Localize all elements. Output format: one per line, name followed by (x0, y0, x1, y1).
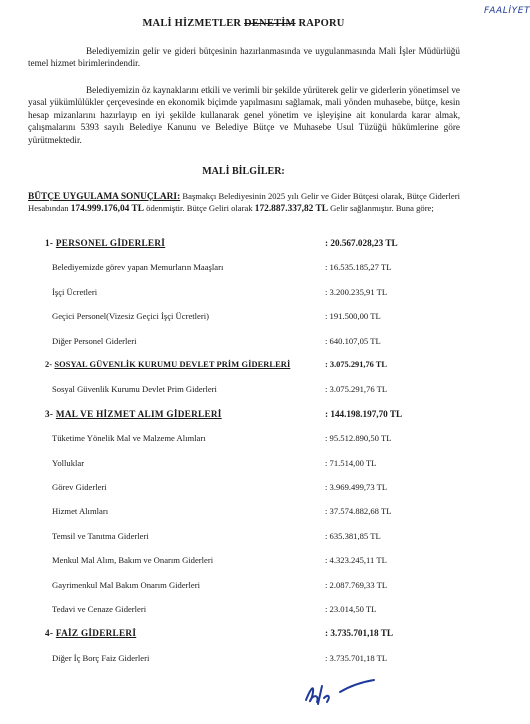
section-number: 2- (45, 360, 53, 369)
section-number: 4- (45, 628, 54, 639)
expense-row (0, 653, 487, 667)
section-title: MALİ BİLGİLER: (202, 166, 285, 177)
budget-summary (28, 191, 460, 214)
section-title-text: MAL VE HİZMET ALIM GİDERLERİ (55, 408, 222, 419)
expense-label: Temsil ve Tanıtma Giderleri (52, 530, 149, 541)
title-prefix: MALİ HİZMETLER (142, 18, 245, 29)
expense-label: Sosyal Güvenlik Kurumu Devlet Prim Giderleri (52, 384, 217, 395)
expense-label: İşçi Ücretleri (52, 286, 98, 297)
expense-row (0, 531, 487, 545)
expense-row (0, 287, 487, 301)
budget-text-3: Gelir sağlanmıştır. Buna göre; (328, 202, 434, 213)
handwritten-correction: FAALİYET (484, 6, 530, 16)
expense-amount: : 191.500,00 TL (325, 311, 381, 322)
expense-row (0, 433, 487, 447)
signature-mark (300, 672, 390, 712)
section-row (0, 409, 487, 423)
expense-label: Geçici Personel(Vizesiz Geçici İşçi Ücretleri) (52, 311, 209, 322)
section-amount: : 3.735.701,18 TL (325, 628, 393, 639)
section-title-text: FAİZ GİDERLERİ (55, 628, 137, 639)
expense-row (0, 482, 487, 496)
expense-row (0, 555, 487, 569)
expense-row (0, 604, 487, 618)
expense-amount: : 71.514,00 TL (325, 457, 377, 468)
budget-label: BÜTÇE UYGULAMA SONUÇLARI: (28, 192, 181, 202)
budget-text-2: ödenmiştir. Bütçe Geliri olarak (144, 202, 255, 213)
expense-row (0, 262, 487, 276)
expense-amount: : 3.735.701,18 TL (325, 652, 388, 663)
expense-label: Görev Giderleri (52, 482, 107, 492)
expense-row (0, 311, 487, 325)
signature-stroke (306, 680, 374, 704)
expense-label: Yolluklar (52, 457, 85, 468)
expense-amount: : 3.969.499,73 TL (325, 482, 388, 492)
expense-row (0, 458, 487, 472)
budget-expense-total: 174.999.176,04 TL (70, 203, 144, 214)
section-label (45, 238, 165, 248)
expense-amount: : 37.574.882,68 TL (325, 506, 392, 517)
expense-label: Diğer İç Borç Faiz Giderleri (52, 652, 150, 663)
expense-amount: : 2.087.769,33 TL (325, 579, 388, 590)
section-number: 3- (45, 408, 54, 419)
expense-label: Tüketime Yönelik Mal ve Malzeme Alımları (52, 433, 206, 444)
expense-label: Belediyemizde görev yapan Memurların Maaşları (52, 262, 224, 273)
expense-amount: : 23.014,50 TL (325, 604, 377, 614)
expense-amount: : 95.512.890,50 TL (325, 433, 392, 444)
expense-amount: : 3.075.291,76 TL (325, 384, 388, 395)
intro-paragraph-1: Belediyemizin gelir ve gideri bütçesinin hazırlanmasında ve uygulanmasında Mali İşler Müdürlüğü temel hizmet birimlerindendir. (28, 46, 460, 69)
budget-text-1: Başmakçı Belediyesinin 2025 yılı Gelir ve Gider Bütçesi olarak, Bütçe Giderleri Hesabından (28, 191, 460, 213)
section-number: 1- (45, 238, 54, 248)
expense-row (0, 336, 487, 350)
expense-row (0, 384, 487, 398)
section-amount: : 20.567.028,23 TL (325, 238, 398, 248)
expense-label: Hizmet Alımları (52, 506, 109, 517)
expense-row (0, 506, 487, 520)
section-amount: : 3.075.291,76 TL (325, 360, 387, 369)
title-suffix: RAPORU (295, 18, 345, 29)
expense-label: Menkul Mal Alım, Bakım ve Onarım Giderleri (52, 555, 214, 566)
section-title-text: SOSYAL GÜVENLİK KURUMU DEVLET PRİM GİDERLERİ (54, 360, 291, 369)
section-title-text: PERSONEL GİDERLERİ (55, 238, 166, 248)
budget-income-total: 172.887.337,82 TL (254, 203, 329, 214)
section-label (45, 360, 290, 369)
section-amount: : 144.198.197,70 TL (325, 408, 403, 419)
expense-label: Gayrimenkul Mal Bakım Onarım Giderleri (52, 579, 200, 590)
expense-amount: : 16.535.185,27 TL (325, 262, 392, 273)
expense-amount: : 635.381,85 TL (325, 530, 381, 541)
expense-label: Diğer Personel Giderleri (52, 335, 137, 346)
expense-row (0, 580, 487, 594)
expense-label: Tedavi ve Cenaze Giderleri (52, 604, 147, 614)
expense-amount: : 3.200.235,91 TL (325, 286, 388, 297)
expense-amount: : 640.107,05 TL (325, 335, 381, 346)
report-title (0, 6, 530, 29)
intro-paragraph-2: Belediyemizin öz kaynaklarını etkili ve verimli bir şekilde yürüterek gelir ve giderlerin yönetimsel ve yasal yükümlülükler çerçevesinde en ekonomik biçimde yapılmasını sağlamak, mali yönden muhasebe, bütçe, kesin hesap mizanlarını hazırlayıp en iyi şekilde kullanarak genel yönetim ve işleyişine ait konularda karar almak, çalışmalarını 5393 sayılı Belediye Kanunu ve Belediye Bütçe ve Muhasebe Usul Tüzüğü hükümlerine göre yürütmektedir. (28, 85, 460, 145)
section-label (45, 409, 222, 419)
section-row (0, 238, 487, 252)
expense-amount: : 4.323.245,11 TL (325, 555, 387, 566)
section-label (45, 628, 136, 638)
section-row (0, 360, 487, 374)
title-struck-word: DENETİM FAALİYET (244, 6, 530, 29)
section-row (0, 628, 487, 642)
